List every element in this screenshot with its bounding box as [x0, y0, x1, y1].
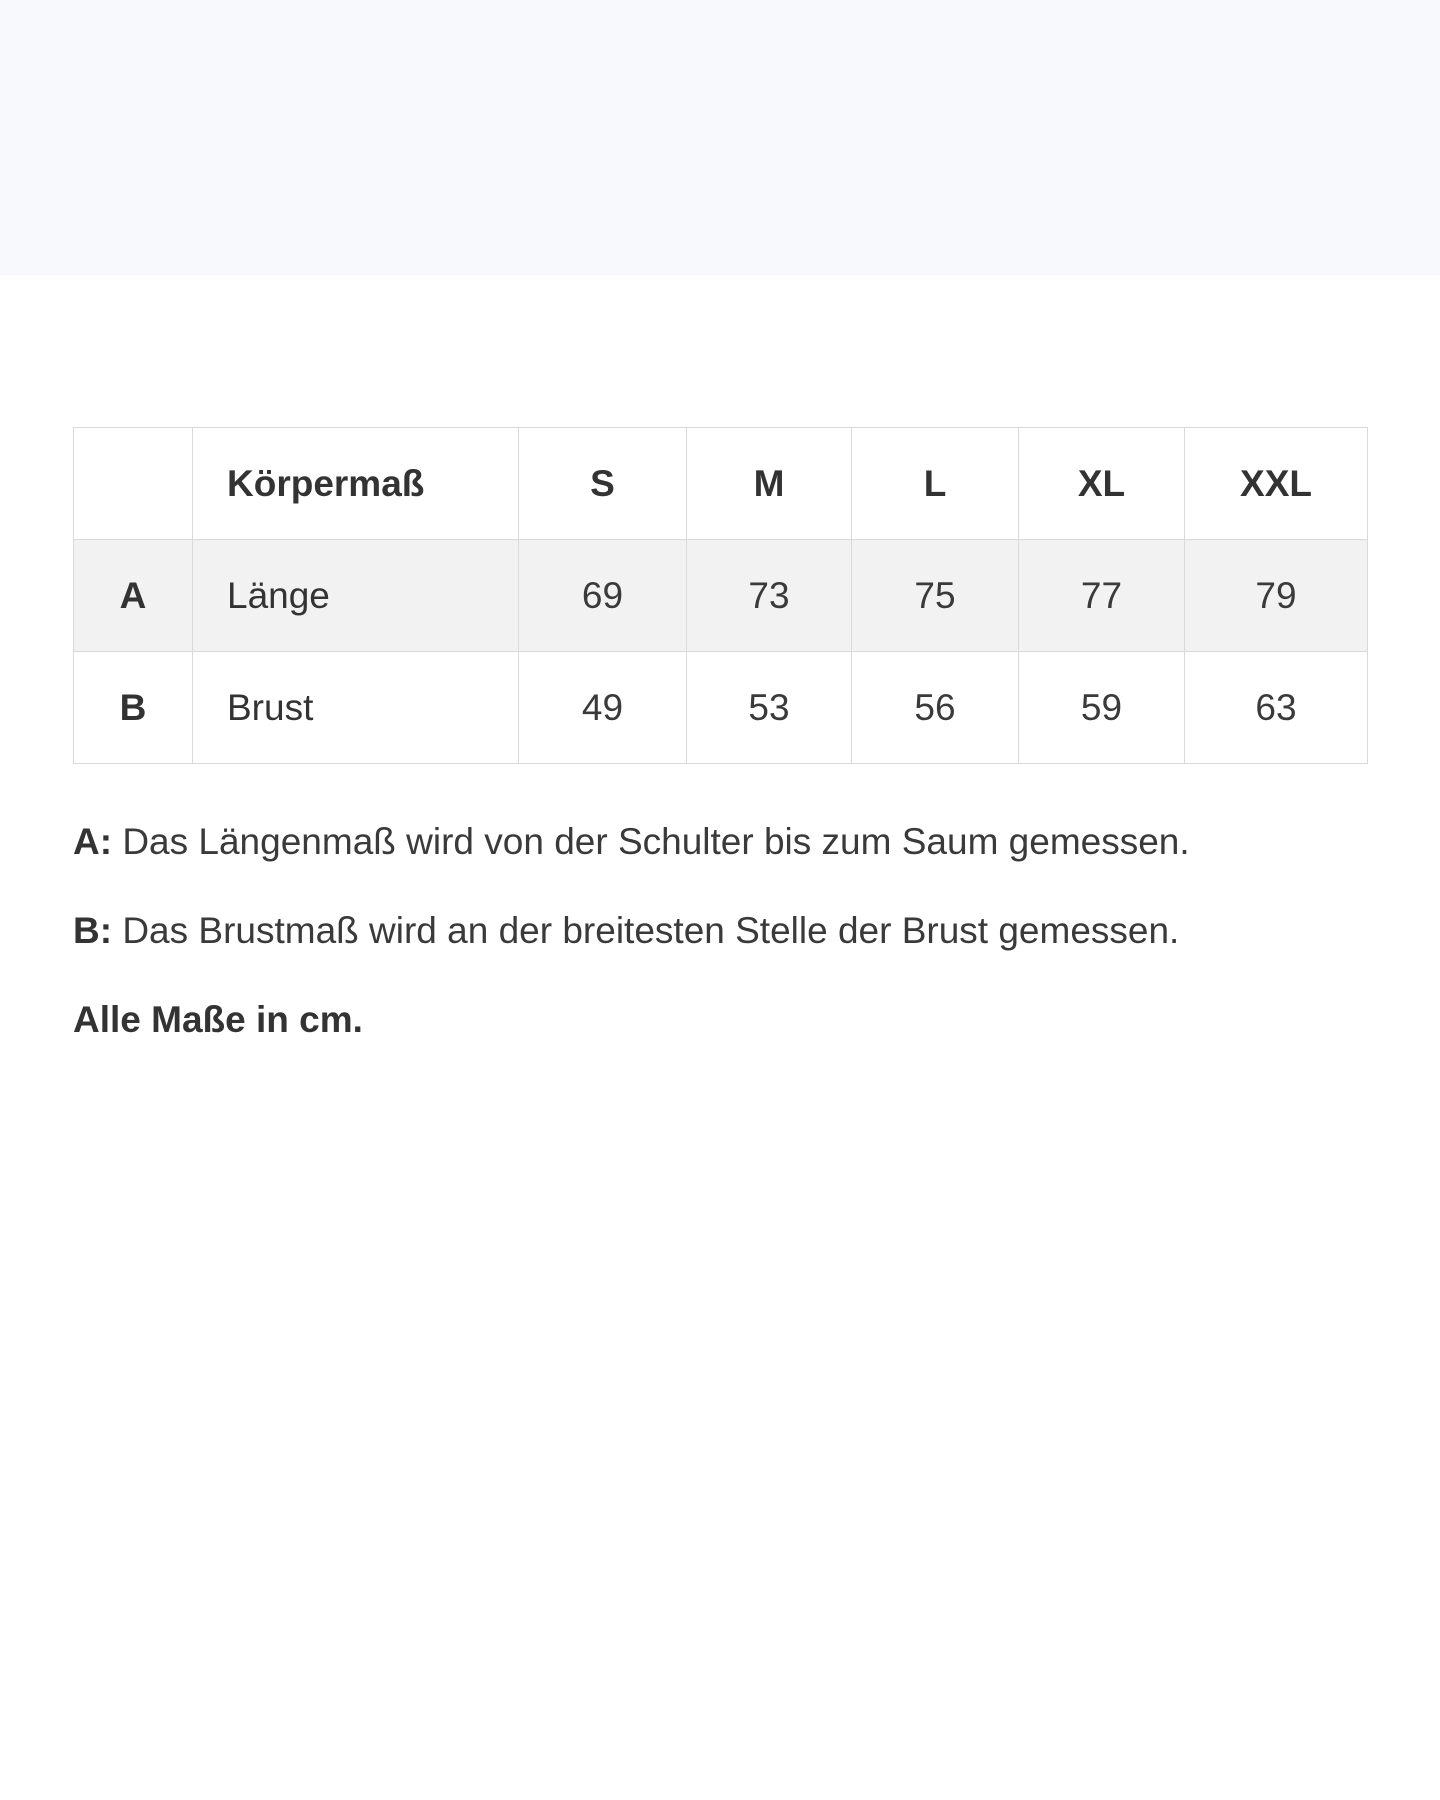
- table-row: [74, 540, 1368, 652]
- value-cell: 63: [1185, 652, 1368, 764]
- top-band: [0, 0, 1440, 275]
- header-measure-cell: Körpermaß: [193, 428, 519, 540]
- note-chest-key: B:: [73, 910, 113, 951]
- header-key-cell: [74, 428, 193, 540]
- value-cell: 69: [519, 540, 687, 652]
- row-key-cell: B: [74, 652, 193, 764]
- value-cell: 49: [519, 652, 687, 764]
- note-length-key: A:: [73, 821, 113, 862]
- value-cell: 59: [1019, 652, 1185, 764]
- row-measure-cell: Länge: [193, 540, 519, 652]
- value-cell: 73: [687, 540, 852, 652]
- header-size-s: S: [519, 428, 687, 540]
- measurement-notes: [73, 820, 1373, 1087]
- note-length-text: Das Längenmaß wird von der Schulter bis zum Saum gemessen.: [122, 821, 1190, 862]
- row-measure-cell: Brust: [193, 652, 519, 764]
- table-row: [74, 652, 1368, 764]
- value-cell: 56: [852, 652, 1019, 764]
- value-cell: 77: [1019, 540, 1185, 652]
- value-cell: 75: [852, 540, 1019, 652]
- size-chart-table: [73, 427, 1368, 764]
- note-chest: [73, 909, 1373, 953]
- header-size-m: M: [687, 428, 852, 540]
- note-chest-text: Das Brustmaß wird an der breitesten Stelle der Brust gemessen.: [122, 910, 1180, 951]
- value-cell: 79: [1185, 540, 1368, 652]
- header-size-xl: XL: [1019, 428, 1185, 540]
- unit-note: Alle Maße in cm.: [73, 999, 363, 1040]
- row-key-cell: A: [74, 540, 193, 652]
- header-size-l: L: [852, 428, 1019, 540]
- header-size-xxl: XXL: [1185, 428, 1368, 540]
- value-cell: 53: [687, 652, 852, 764]
- note-length: [73, 820, 1373, 864]
- table-header-row: [74, 428, 1368, 540]
